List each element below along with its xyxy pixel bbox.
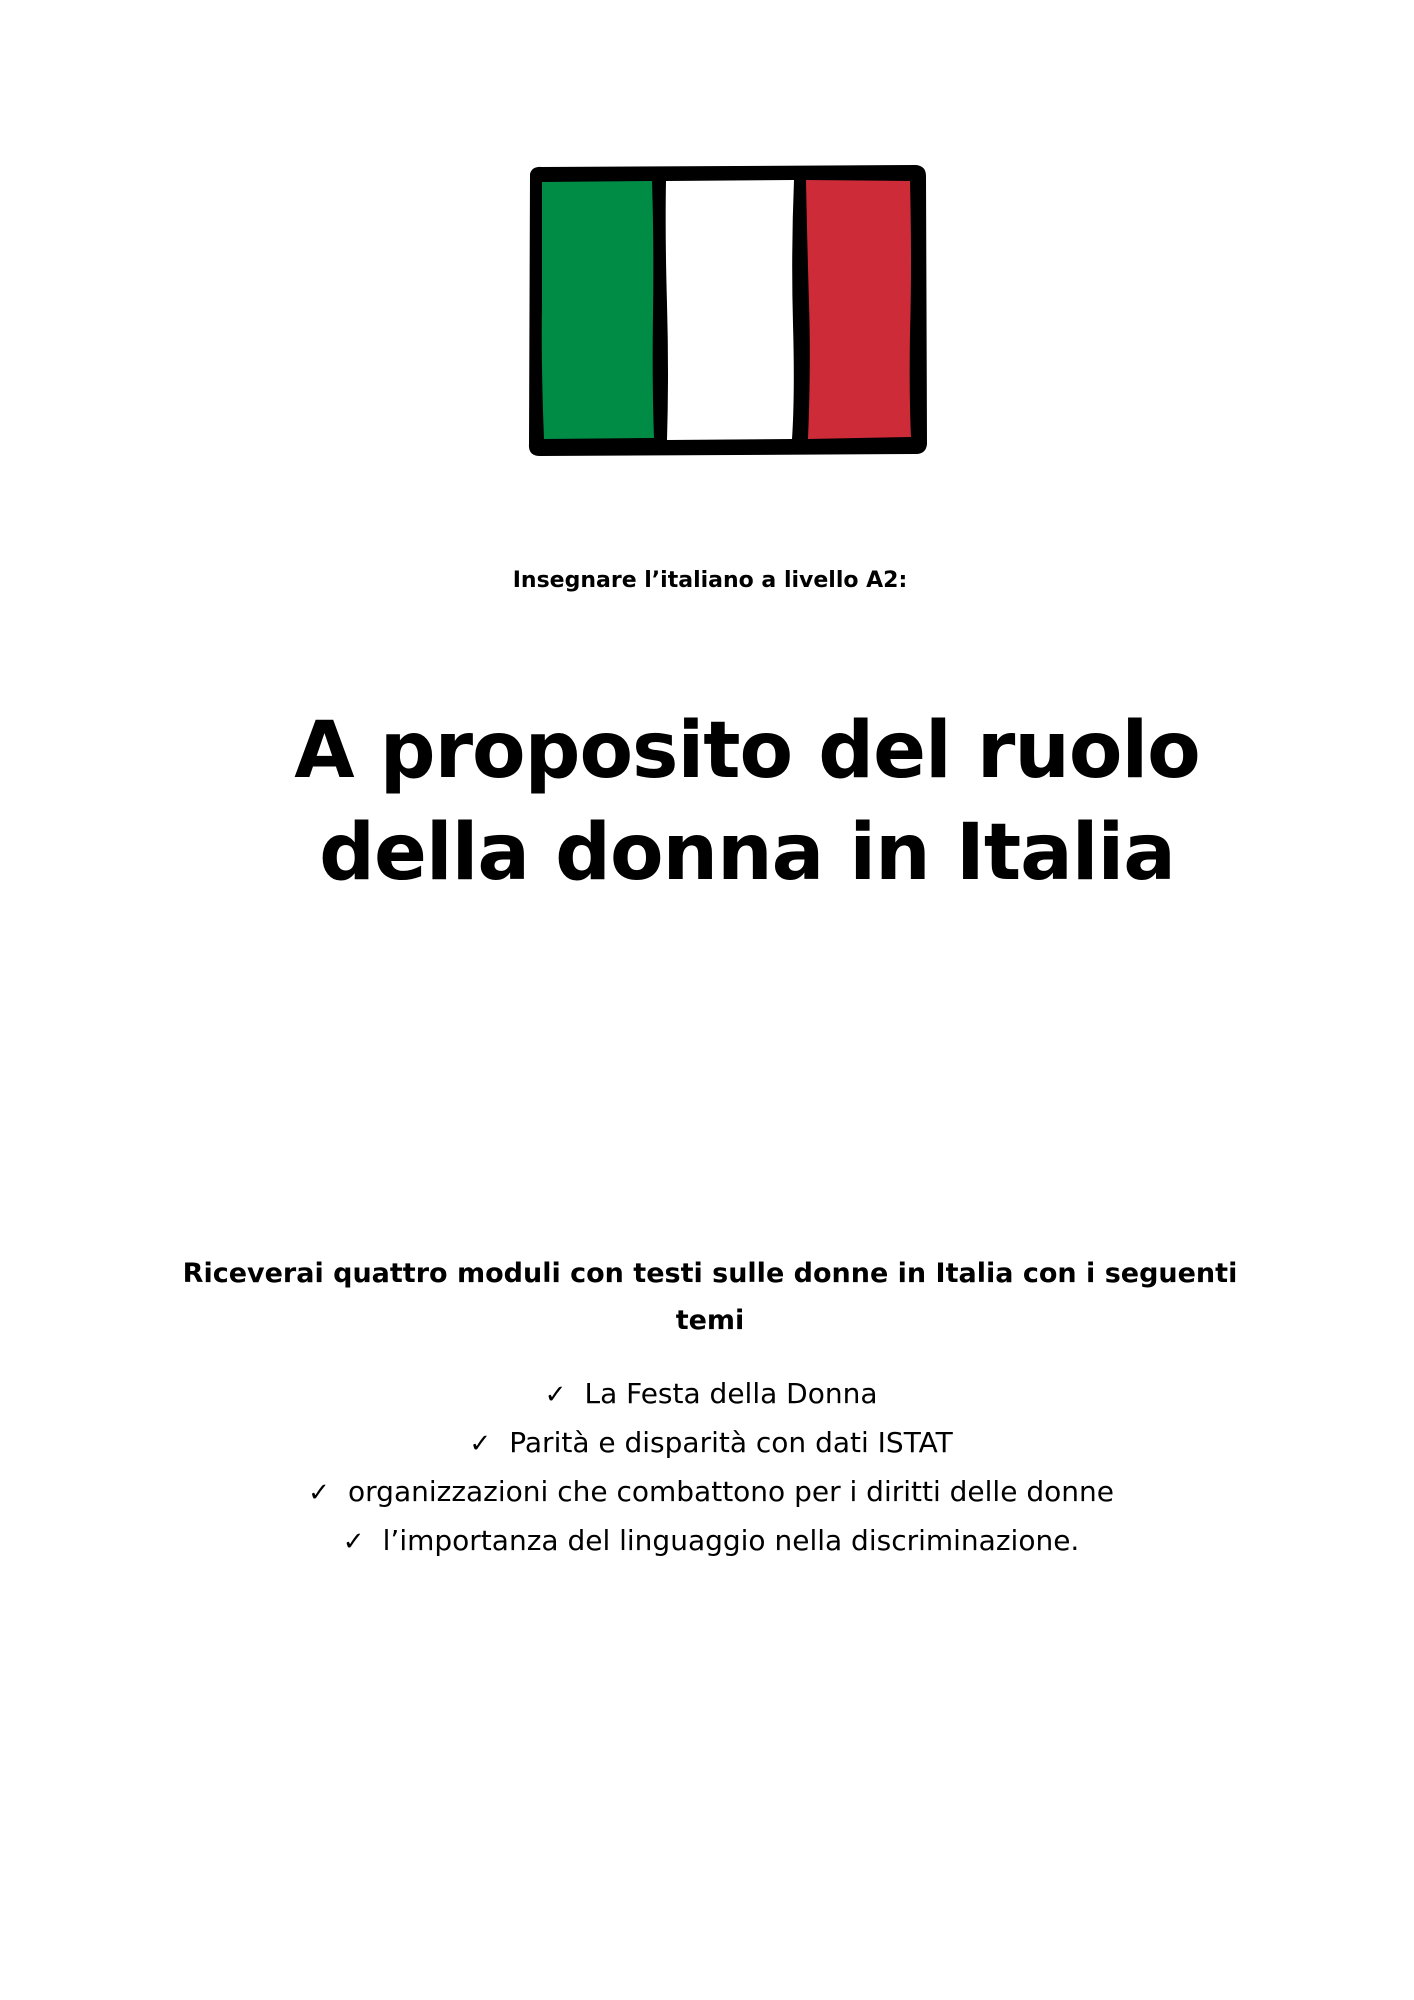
list-item xyxy=(0,1468,1414,1517)
page-title-line-1: A proposito del ruolo xyxy=(294,706,1200,796)
topic-label: La Festa della Donna xyxy=(584,1377,878,1410)
flag-green-stripe xyxy=(542,181,654,439)
page-title xyxy=(0,700,1414,904)
subtitle: Insegnare l’italiano a livello A2: xyxy=(512,568,908,593)
check-icon: ✓ xyxy=(308,1478,330,1508)
topic-list xyxy=(0,1370,1414,1566)
topic-label: organizzazioni che combattono per i diritti delle donne xyxy=(348,1475,1114,1508)
list-item xyxy=(0,1370,1414,1419)
check-icon: ✓ xyxy=(469,1429,492,1459)
italian-flag-icon xyxy=(524,164,928,456)
page-title-line-2: della donna in Italia xyxy=(319,808,1175,898)
check-icon: ✓ xyxy=(544,1380,567,1410)
flag-white-stripe xyxy=(666,180,794,440)
topic-label: Parità e disparità con dati ISTAT xyxy=(509,1426,953,1459)
flag-red-stripe xyxy=(806,180,911,439)
check-icon: ✓ xyxy=(342,1527,365,1557)
intro-text: Riceverai quattro moduli con testi sulle donne in Italia con i seguenti temi xyxy=(182,1258,1238,1336)
list-item xyxy=(0,1419,1414,1468)
topic-label: l’importanza del linguaggio nella discriminazione. xyxy=(382,1524,1080,1557)
list-item xyxy=(0,1517,1414,1566)
